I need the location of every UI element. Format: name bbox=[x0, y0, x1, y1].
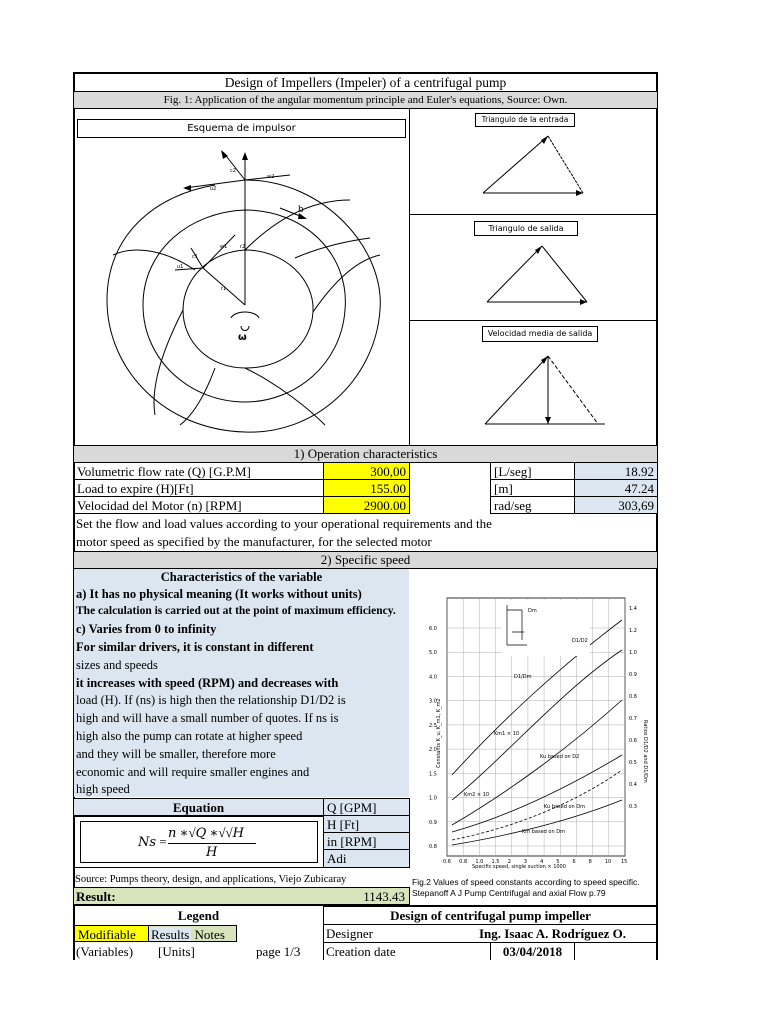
char-line-k: economic and will require smaller engines and bbox=[76, 765, 310, 779]
legend-results-notes bbox=[148, 925, 237, 942]
chart-y-tick-right: 1.4 bbox=[629, 606, 637, 612]
chart-x-tick: 1.0 bbox=[475, 859, 484, 865]
chart-x-tick: 0.8 bbox=[459, 859, 468, 865]
chart-y-tick-left: 2.5 bbox=[429, 722, 437, 729]
section1-note-line2: motor speed as specified by the manufacturer, for the selected motor bbox=[76, 534, 432, 549]
chart-y-tick-right: 1.0 bbox=[629, 650, 637, 656]
c2-label: c2 bbox=[230, 168, 236, 174]
unit-h: H [Ft] bbox=[323, 815, 410, 833]
unit-adi: Adi bbox=[323, 849, 410, 868]
chart-y-tick-left: 0.9 bbox=[429, 819, 437, 826]
char-line-j: and they will be smaller, therefore more bbox=[76, 747, 276, 761]
chart-xlabel: Specific speed, single suction × 1000 bbox=[472, 864, 566, 870]
section1-note-line1: Set the flow and load values according to your operational requirements and the bbox=[76, 516, 492, 531]
equation-label: Equation bbox=[172, 800, 225, 815]
chart-ann-d1d2: D1/D2 bbox=[572, 638, 588, 644]
chart-y-tick-left: 2.0 bbox=[429, 747, 437, 754]
chart-ylabel-left: Constants K_u, K_m1, K_m2 bbox=[436, 698, 442, 768]
chart-y-tick-left: 1.0 bbox=[429, 795, 437, 802]
unit-q: Q [GPM] bbox=[323, 798, 410, 816]
chart-x-tick: 3 bbox=[523, 859, 528, 865]
w2-label: w2 bbox=[267, 174, 275, 180]
section2-title: 2) Specific speed bbox=[73, 551, 658, 569]
chart-y-tick-right: 0.9 bbox=[629, 672, 637, 678]
chart-x-tick: 1.5 bbox=[491, 859, 500, 865]
load-converted: 47.24 bbox=[574, 479, 658, 497]
equation-numerator: 𝑛 ∗√𝑄 ∗√√𝐻 bbox=[168, 825, 244, 840]
chart-x-tick: 10 bbox=[604, 859, 612, 865]
motor-speed-input[interactable]: 2900.00 bbox=[323, 496, 410, 514]
chart-y-tick-left: 5.0 bbox=[429, 650, 437, 657]
load-label: Load to expire (H)[Ft] bbox=[73, 479, 324, 497]
load-input[interactable]: 155.00 bbox=[323, 479, 410, 497]
chart-y-tick-right: 0.4 bbox=[629, 782, 637, 788]
load-unit: [m] bbox=[490, 479, 575, 497]
char-line-g: load (H). If (ns) is high then the relationship D1/D2 is bbox=[76, 693, 346, 707]
page-title: Design of Impellers (Impeler) of a centrifugal pump bbox=[73, 72, 658, 92]
result-value: 1143.43 bbox=[363, 889, 405, 904]
date-label: Creation date bbox=[326, 944, 396, 959]
char-line-h: high and will have a small number of quotes. If ns is bbox=[76, 711, 339, 725]
chart-y-tick-right: 1.2 bbox=[629, 628, 637, 634]
chart-dm-formula: Dm bbox=[528, 608, 537, 614]
designer-label: Designer bbox=[326, 926, 373, 941]
char-line-f: it increases with speed (RPM) and decreases with bbox=[76, 676, 339, 690]
c1-label: c1 bbox=[192, 254, 198, 260]
r2-label: r2 bbox=[240, 244, 246, 250]
equation-denominator: 𝐻 bbox=[206, 844, 218, 859]
speed-constants-chart bbox=[412, 570, 658, 874]
impeller-label: Esquema de impulsor bbox=[77, 119, 406, 138]
legend-units: [Units] bbox=[158, 944, 195, 959]
legend-title: Legend bbox=[177, 908, 220, 923]
chart-x-tick: 8 bbox=[588, 859, 592, 865]
chart-x-tick: 6 bbox=[572, 859, 576, 865]
chart-x-tick: 5 bbox=[556, 859, 560, 865]
triangle-media-diagram bbox=[480, 344, 610, 439]
chart-x-tick: 15 bbox=[621, 859, 628, 865]
flow-rate-unit: [L/seg] bbox=[490, 462, 575, 480]
legend-variables: (Variables) bbox=[76, 944, 134, 959]
chart-y-tick-right: 0.5 bbox=[629, 760, 637, 766]
u2-label: u2 bbox=[210, 186, 217, 192]
chart-y-tick-left: 6.0 bbox=[429, 626, 437, 632]
chart-ann-d1dm: D1/Dm bbox=[514, 674, 532, 680]
triangle-salida-label: Triangulo de salida bbox=[474, 221, 578, 236]
triangle-salida-diagram bbox=[482, 238, 592, 308]
char-line-c: c) Varies from 0 to infinity bbox=[76, 622, 217, 636]
legend-notes: Notes bbox=[194, 927, 225, 942]
fig1-caption: Fig. 1: Application of the angular momentum principle and Euler's equations, Source: Own. bbox=[73, 91, 658, 109]
char-line-a: a) It has no physical meaning (It works without units) bbox=[76, 587, 362, 601]
legend-results: Results bbox=[151, 927, 190, 942]
chart-ann-ku-d2: Ku based on D2 bbox=[540, 754, 580, 760]
unit-n: in [RPM] bbox=[323, 832, 410, 850]
chart-y-tick-right: 0.3 bbox=[629, 804, 637, 810]
date-value: 03/04/2018 bbox=[490, 943, 575, 960]
chart-x-tick: 4 bbox=[540, 859, 544, 865]
characteristics-title: Characteristics of the variable bbox=[160, 570, 323, 584]
triangle-media-label: Velocidad media de salida bbox=[482, 326, 598, 342]
fig2-caption: Fig.2 Values of speed constants according to speed specific. Stepanoff A J Pump Centrifugal and axial Flow p.79 bbox=[412, 877, 640, 898]
equation-source: Source: Pumps theory, design, and applications, Viejo Zubicaray bbox=[75, 874, 347, 885]
w1-label: w1 bbox=[220, 244, 228, 250]
char-line-i: high also the pump can rotate at higher speed bbox=[76, 729, 303, 743]
chart-ann-km-dm: Km based on Dm bbox=[522, 829, 565, 835]
legend-page: page 1/3 bbox=[256, 944, 301, 959]
r1-label: r1 bbox=[221, 286, 227, 292]
u1-label: u1 bbox=[177, 264, 184, 270]
flow-rate-converted: 18.92 bbox=[574, 462, 658, 480]
legend-modifiable: Modifiable bbox=[74, 925, 149, 942]
equation-lhs: 𝑁𝑠 = bbox=[138, 834, 167, 849]
chart-x-tick: 0.6 bbox=[443, 859, 451, 865]
triangle-entrada-label: Triangulo de la entrada bbox=[475, 113, 575, 127]
char-line-b: The calculation is carried out at the point of maximum efficiency. bbox=[76, 605, 396, 617]
chart-ann-km2: Km2 × 10 bbox=[464, 792, 490, 798]
flow-rate-input[interactable]: 300,00 bbox=[323, 462, 410, 480]
chart-ann-ku-dm: Ku based on Dm bbox=[544, 804, 586, 810]
char-line-e: sizes and speeds bbox=[76, 658, 158, 672]
result-label: Result: bbox=[76, 889, 116, 904]
motor-speed-label: Velocidad del Motor (n) [RPM] bbox=[73, 496, 324, 514]
chart-y-tick-left: 3.0 bbox=[429, 698, 437, 705]
chart-y-tick-right: 0.8 bbox=[629, 694, 637, 700]
chart-x-tick: 2 bbox=[507, 859, 511, 865]
chart-ylabel-right: Ratios D1/D2 and D1/Dm bbox=[642, 720, 648, 783]
char-line-l: high speed bbox=[76, 782, 130, 796]
chart-y-tick-right: 0.6 bbox=[629, 738, 637, 744]
omega-label: ω bbox=[238, 332, 247, 343]
chart-y-tick-right: 0.7 bbox=[629, 716, 637, 722]
motor-speed-unit: rad/seg bbox=[490, 496, 575, 514]
triangle-entrada-diagram bbox=[478, 128, 588, 198]
designer-value: Ing. Isaac A. Rodríguez O. bbox=[479, 926, 626, 941]
chart-y-tick-left: 4.0 bbox=[429, 674, 437, 681]
section1-title: 1) Operation characteristics bbox=[73, 445, 658, 463]
impeller-diagram bbox=[95, 140, 395, 440]
flow-rate-label: Volumetric flow rate (Q) [G.P.M] bbox=[73, 462, 324, 480]
design-box-title: Design of centrifugal pump impeller bbox=[323, 906, 658, 925]
b-label: b bbox=[298, 205, 304, 215]
chart-y-tick-left: 0.8 bbox=[429, 844, 437, 850]
char-line-d: For similar drivers, it is constant in different bbox=[76, 640, 314, 654]
motor-speed-converted: 303,69 bbox=[574, 496, 658, 514]
chart-ann-km1: Km1 × 10 bbox=[494, 731, 520, 737]
chart-y-tick-left: 1.5 bbox=[429, 771, 437, 778]
